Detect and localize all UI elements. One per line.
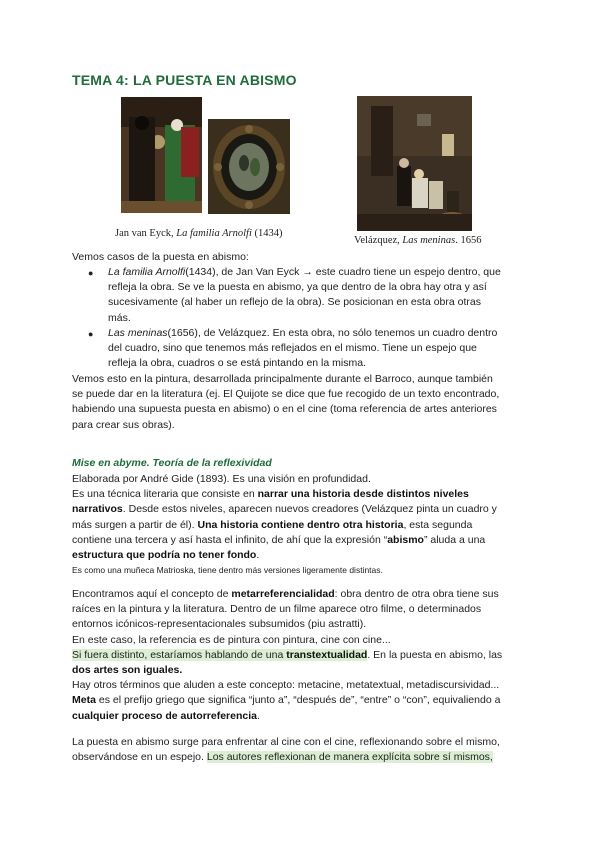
page-title: TEMA 4: LA PUESTA EN ABISMO xyxy=(72,72,297,88)
section-heading: Mise en abyme. Teoría de la reflexividad xyxy=(72,457,272,469)
paragraph-painting: Vemos esto en la pintura, desarrollada principalmente durante el Barroco, aunque también se puede dar en la literatura (ej. El Quijote se dice que fue recogido de un texto encontrado, habiendo una supuesta puesta en abismo) o en el cine (toma referencia de artes anteriores para crear sus obras). xyxy=(72,373,500,431)
closing-paragraph: La puesta en abismo surge para enfrentar al cine con el cine, reflexionando sobre el mismo, observándose en un espejo. Los autores reflexionan de manera explícita sobre sí mismos, xyxy=(72,736,500,764)
bullet-icon: ● xyxy=(88,329,94,339)
caption-meninas: Velázquez, Las meninas. 1656 xyxy=(354,235,482,246)
metarreferencialidad-paragraph: Encontramos aquí el concepto de metarreferencialidad: obra dentro de otra obra tiene sus raíces en la pintura y la literatura. Dentro de un filme aparece otro filme, o determinados entornos icónicos-representacionales subsumidos (piu astratti). En este caso, la referencia es de pintura con pintura, cine con cine... Si fuera distinto, estaríamos hablando de una transtextualidad. En la puesta en abismo, las dos artes son iguales. Hay otros términos que aluden a este concepto: metacine, metatextual, metadiscursividad... Meta es el prefijo griego que significa “junto a”, “después de”, “entre” o “con”, equivaliendo a cualquier proceso de autorreferencia. xyxy=(72,588,503,722)
convex-mirror-detail xyxy=(208,119,290,214)
las-meninas-painting xyxy=(357,96,472,231)
bullet-icon: ● xyxy=(88,268,94,278)
section-body: Elaborada por André Gide (1893). Es una visión en profundidad. Es una técnica literaria que consiste en narrar una historia desde distintos niveles narrativos. Desde estos niveles, aparecen nuevos creadores (Velázquez pinta un cuadro y más surgen a partir de él). Una historia contiene dentro otra historia, esta segunda contiene una tercera y así hasta el infinito, de ahí que la expresión “abismo” aluda a una estructura que podría no tener fondo. Es como una muñeca Matrioska, tiene dentro más versiones ligeramente distintas. xyxy=(72,473,497,576)
arnolfini-painting xyxy=(121,97,202,213)
bullet-arnolfini: La familia Arnolfi(1434), de Jan Van Eyck → este cuadro tiene un espejo dentro, que refleja la obra. Se ve la puesta en abismo, ya que dentro de la obra hay otra y así sucesivamente (al haber un reflejo de la obra). Se posicionan en esta obra otras más. xyxy=(108,266,501,324)
bullet-meninas: Las meninas(1656), de Velázquez. En esta obra, no sólo tenemos un cuadro dentro del cuadro, sino que tenemos más reflejados en el mismo. Tiene un espejo que refleja la obra, cuadros o se está pintando en la misma. xyxy=(108,327,498,370)
intro-text: Vemos casos de la puesta en abismo: xyxy=(72,251,249,263)
caption-arnolfini: Jan van Eyck, La familia Arnolfi (1434) xyxy=(115,228,283,239)
